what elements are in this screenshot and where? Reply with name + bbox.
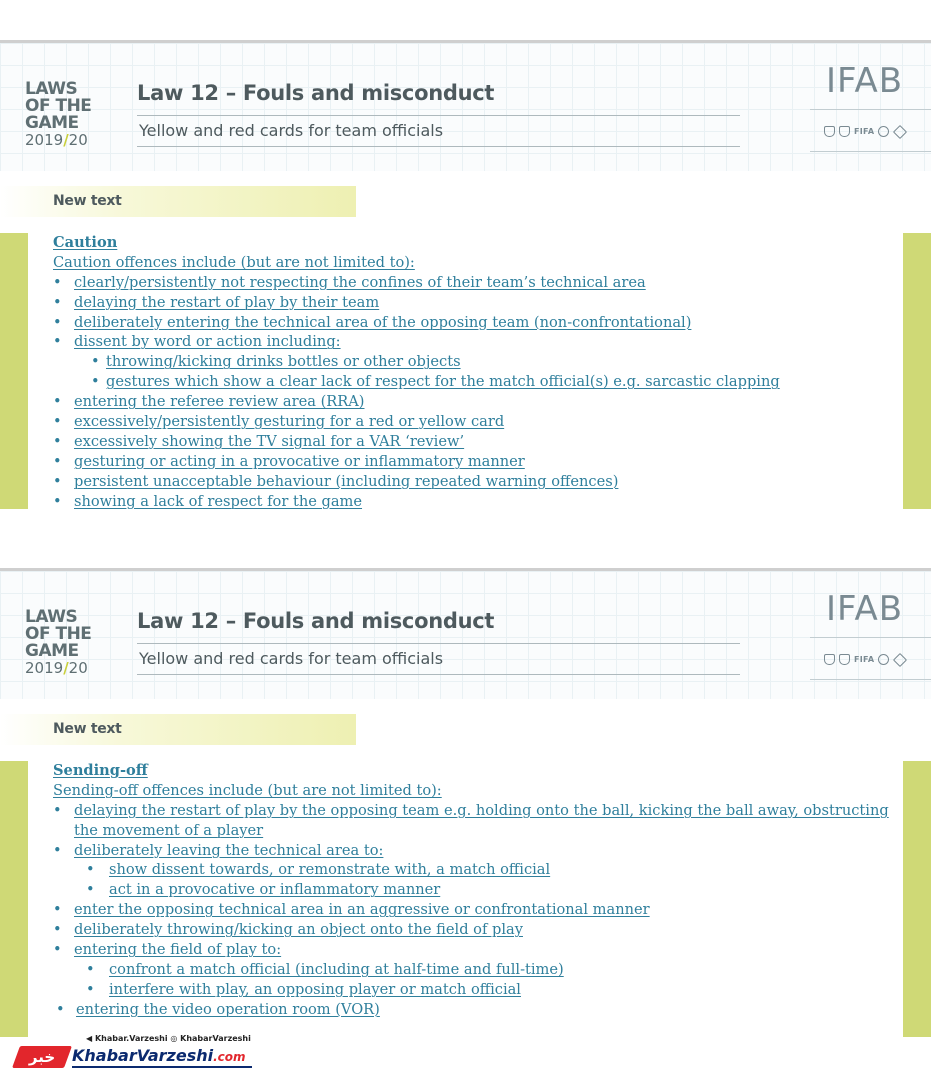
fa-crest-icon (824, 654, 835, 665)
list-item: • persistent unacceptable behaviour (including repeated warning offences) (53, 472, 619, 490)
watermark-social-handles: ◀ Khabar.Varzeshi ◎ KhabarVarzeshi (86, 1034, 251, 1043)
fifa-logo: FIFA (854, 127, 875, 136)
list-item: • showing a lack of respect for the game (53, 492, 363, 510)
khabarvarzeshi-wordmark: KhabarVarzeshi.com (72, 1046, 246, 1065)
fa-crest-icon (824, 126, 835, 137)
title-rule (137, 115, 740, 116)
ifab-rule (810, 679, 931, 680)
slide-sending-off (0, 568, 931, 1038)
new-text-label: New text (53, 193, 122, 209)
page-subtitle: Yellow and red cards for team officials (139, 121, 444, 140)
section-intro: Caution offences include (but are not limited to): (53, 253, 415, 271)
slide-header (0, 571, 931, 699)
association-badges (824, 126, 907, 137)
list-item: • entering the field of play to: (53, 941, 282, 959)
page-title: Law 12 – Fouls and misconduct (137, 81, 495, 105)
sub-list-item: • interfere with play, an opposing player or match official (86, 980, 521, 998)
list-item: • delaying the restart of play by the opposing team e.g. holding onto the ball, kicking the ball away, obstructing (53, 801, 889, 819)
sub-list-item: • gestures which show a clear lack of respect for the match official(s) e.g. sarcastic clapping (91, 373, 780, 391)
ifab-logo: IFAB (826, 589, 904, 629)
title-rule (137, 643, 740, 644)
laws-of-the-game-logo: LAWS OF THE GAME 2019/20 (25, 607, 92, 677)
slide-header (0, 43, 931, 171)
ifa-crest-icon (893, 124, 907, 138)
ifa-crest-icon (893, 652, 907, 666)
list-item: • entering the referee review area (RRA) (53, 393, 365, 411)
list-item: • entering the video operation room (VOR) (56, 1000, 380, 1018)
faw-crest-icon (878, 654, 889, 665)
list-item: • clearly/persistently not respecting the confines of their team’s technical area (53, 273, 646, 291)
sending-off-content (53, 761, 889, 1020)
list-item: • deliberately throwing/kicking an object onto the field of play (53, 921, 523, 939)
list-item: • delaying the restart of play by their team (53, 293, 380, 311)
new-text-label: New text (53, 721, 122, 737)
right-accent-bar (903, 233, 931, 509)
fifa-logo: FIFA (854, 655, 875, 664)
page-subtitle: Yellow and red cards for team officials (139, 649, 444, 668)
left-accent-bar (0, 233, 28, 509)
section-heading: Caution (53, 234, 118, 251)
section-intro: Sending-off offences include (but are not limited to): (53, 781, 442, 799)
ifab-rule (810, 637, 931, 638)
watermark-underline (72, 1066, 252, 1068)
list-item: • excessively/persistently gesturing for a red or yellow card (53, 413, 505, 431)
caution-content (53, 233, 883, 510)
list-item: • enter the opposing technical area in an aggressive or confrontational manner (53, 901, 650, 919)
faw-crest-icon (878, 126, 889, 137)
list-item: • deliberately leaving the technical area to: (53, 841, 384, 859)
slide-caution (0, 40, 931, 510)
sfa-crest-icon (839, 126, 850, 137)
sub-list-item: • show dissent towards, or remonstrate with, a match official (86, 861, 551, 879)
khabarvarzeshi-logo-mark: خبر (12, 1046, 72, 1068)
right-accent-bar (903, 761, 931, 1037)
sfa-crest-icon (839, 654, 850, 665)
sub-list-item: • throwing/kicking drinks bottles or other objects (91, 353, 461, 371)
list-item: • dissent by word or action including: (53, 333, 341, 351)
section-heading: Sending-off (53, 762, 148, 779)
left-accent-bar (0, 761, 28, 1037)
ifab-logo: IFAB (826, 61, 904, 101)
list-item-continuation: the movement of a player (74, 821, 264, 839)
list-item: • excessively showing the TV signal for a VAR ‘review’ (53, 432, 465, 450)
sub-list-item: • confront a match official (including at half-time and full-time) (86, 960, 564, 978)
subtitle-rule (137, 674, 740, 675)
page-title: Law 12 – Fouls and misconduct (137, 609, 495, 633)
ifab-rule (810, 109, 931, 110)
list-item: • deliberately entering the technical area of the opposing team (non-confrontational) (53, 313, 692, 331)
list-item: • gesturing or acting in a provocative or inflammatory manner (53, 452, 525, 470)
association-badges (824, 654, 907, 665)
subtitle-rule (137, 146, 740, 147)
ifab-rule (810, 151, 931, 152)
laws-of-the-game-logo: LAWS OF THE GAME 2019/20 (25, 79, 92, 149)
sub-list-item: • act in a provocative or inflammatory manner (86, 881, 441, 899)
